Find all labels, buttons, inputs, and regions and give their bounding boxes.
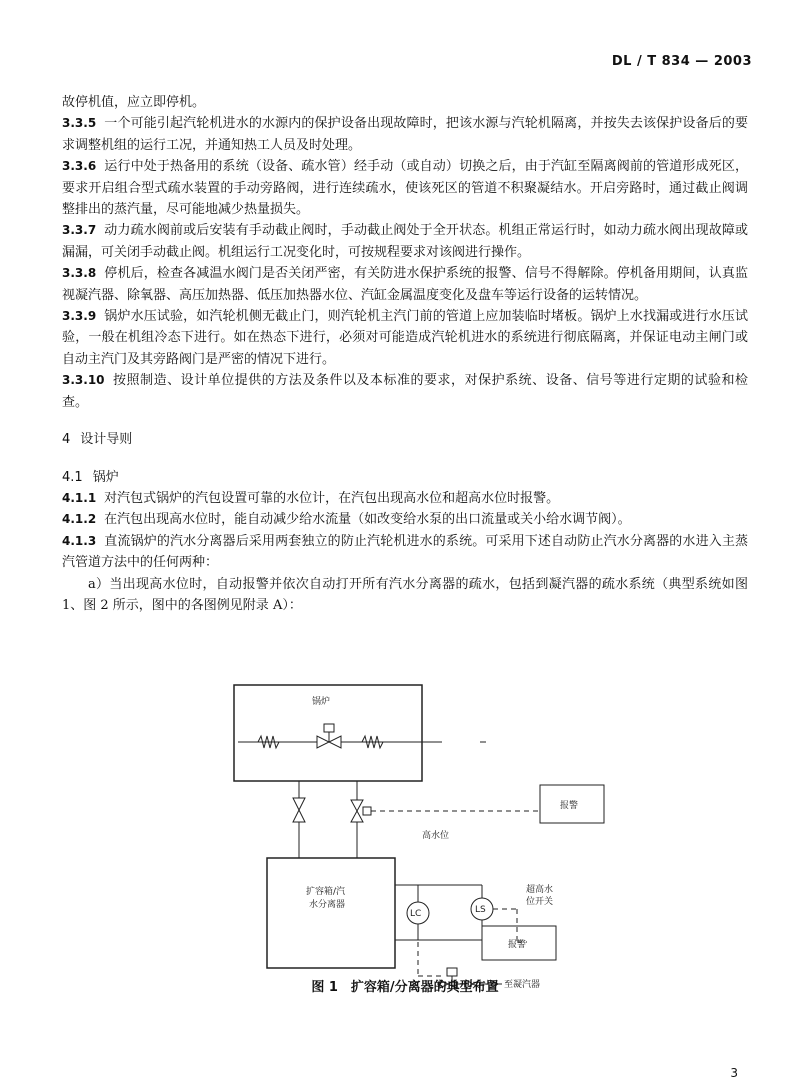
- to-condenser-label: 至凝汽器: [504, 980, 541, 990]
- clause-text: 锅炉水压试验，如汽轮机侧无截止门，则汽轮机主汽门前的管道上应加装临时堵板。锅炉上水找漏或进行水压试验，一般在机组冷态下进行。如在热态下进行，必须对可能造成汽轮机进水的系统进行彻底隔离，并保证电动主闸门或自动主汽门及其旁路阀门是严密的情况下进行。: [62, 309, 748, 367]
- item-a: a）当出现高水位时，自动报警并依次自动打开所有汽水分离器的疏水，包括到凝汽器的疏水系统（典型系统如图 1、图 2 所示，图中的各图例见附录 A）：: [62, 576, 748, 613]
- clause-text: 一个可能引起汽轮机进水的水源内的保护设备出现故障时，把该水源与汽轮机隔离，并按失去该保护设备后的要求调整机组的运行工况，并通知热工人员及时处理。: [62, 116, 748, 153]
- section-title: 设计导则: [80, 432, 133, 448]
- standard-code-header: DL / T 834 — 2003: [611, 54, 752, 69]
- clause-4-1-1: [62, 488, 748, 509]
- clause-text: 在汽包出现高水位时，能自动减少给水流量（如改变给水泵的出口流量或关小给水调节阀）。: [104, 512, 631, 528]
- subsection-title: 锅炉: [92, 469, 119, 485]
- subsection-number: 4.1: [62, 469, 83, 485]
- ultra-high-label-2: 位开关: [526, 897, 554, 907]
- clause-4-1-3: [62, 531, 748, 574]
- clause-number: 3.3.10: [62, 373, 105, 388]
- section-number: 4: [62, 432, 71, 448]
- clause-number: 3.3.9: [62, 309, 97, 324]
- clause-text: 停机后，检查各减温水阀门是否关闭严密，有关防进水保护系统的报警、信号不得解除。停机备用期间，认真监视凝汽器、除氧器、高压加热器、低压加热器水位、汽缸金属温度变化及盘车等运行设备的运转情况。: [62, 266, 748, 303]
- clause-3-3-6: [62, 156, 748, 220]
- paragraph-continuation: 故停机值，应立即停机。: [62, 95, 206, 110]
- clause-4-1-2: [62, 509, 748, 530]
- clause-number: 4.1.3: [62, 533, 97, 548]
- valve-left-icon: [317, 736, 329, 748]
- motor-actuator-icon: [363, 807, 371, 815]
- manual-valve-top-icon: [293, 798, 305, 810]
- separator-label-2: 水分离器: [309, 900, 346, 910]
- clause-number: 4.1.2: [62, 512, 97, 527]
- alarm-label-bottom: 报警: [508, 940, 527, 950]
- separator-vessel: [267, 858, 395, 968]
- ultra-high-label-1: 超高水: [526, 885, 554, 895]
- boiler-label: 锅炉: [312, 697, 331, 707]
- alarm-label-top: 报警: [560, 801, 579, 811]
- valve-actuator-icon: [324, 724, 334, 732]
- motor-valve-bottom-icon: [351, 811, 363, 822]
- lc-label: LC: [410, 909, 422, 919]
- separator-label-1: 扩容箱/汽: [306, 887, 346, 897]
- high-level-label: 高水位: [422, 831, 450, 841]
- clause-number: 3.3.5: [62, 116, 97, 131]
- figure-1: [62, 680, 748, 1020]
- clause-number: 3.3.8: [62, 266, 97, 281]
- ls-label: LS: [475, 905, 486, 915]
- document-body: [62, 92, 748, 616]
- typical-layout-diagram: [62, 680, 748, 1020]
- clause-text: 动力疏水阀前或后安装有手动截止阀时，手动截止阀处于全开状态。机组正常运行时，如动力疏水阀出现故障或漏漏，可关闭手动截止阀。机组运行工况变化时，可按规程要求对该阀进行操作。: [62, 223, 748, 260]
- figure-caption: 图 1 扩容箱/分离器的典型布置: [311, 980, 499, 995]
- section-4-heading: [62, 429, 748, 450]
- motor-valve-top-icon: [351, 800, 363, 811]
- clause-3-3-10: [62, 370, 748, 413]
- drain-actuator-icon: [447, 968, 457, 976]
- clause-3-3-7: [62, 220, 748, 263]
- clause-text: 对汽包式锅炉的汽包设置可靠的水位计，在汽包出现高水位和超高水位时报警。: [104, 490, 560, 506]
- clause-number: 3.3.6: [62, 159, 97, 174]
- page-number: 3: [730, 1066, 738, 1080]
- clause-text: 按照制造、设计单位提供的方法及条件以及本标准的要求，对保护系统、设备、信号等进行定期的试验和检查。: [62, 373, 748, 410]
- clause-text: 运行中处于热备用的系统（设备、疏水管）经手动（或自动）切换之后，由于汽缸至隔离阀前的管道形成死区，要求开启组合型式疏水装置的手动旁路阀，进行连续疏水，使该死区的管道不积聚凝结水。开启旁路时，通过截止阀调整排出的蒸汽量，尽可能地减少热量损失。: [62, 159, 748, 218]
- clause-text: 直流锅炉的汽水分离器后采用两套独立的防止汽轮机进水的系统。可采用下述自动防止汽水分离器的水进入主蒸汽管道方法中的任何两种：: [62, 533, 748, 571]
- clause-number: 4.1.1: [62, 490, 97, 505]
- clause-3-3-9: [62, 306, 748, 370]
- clause-3-3-5: [62, 113, 748, 156]
- clause-3-3-8: [62, 263, 748, 306]
- manual-valve-bottom-icon: [293, 810, 305, 822]
- clause-number: 3.3.7: [62, 223, 97, 238]
- section-4-1-heading: [62, 467, 748, 488]
